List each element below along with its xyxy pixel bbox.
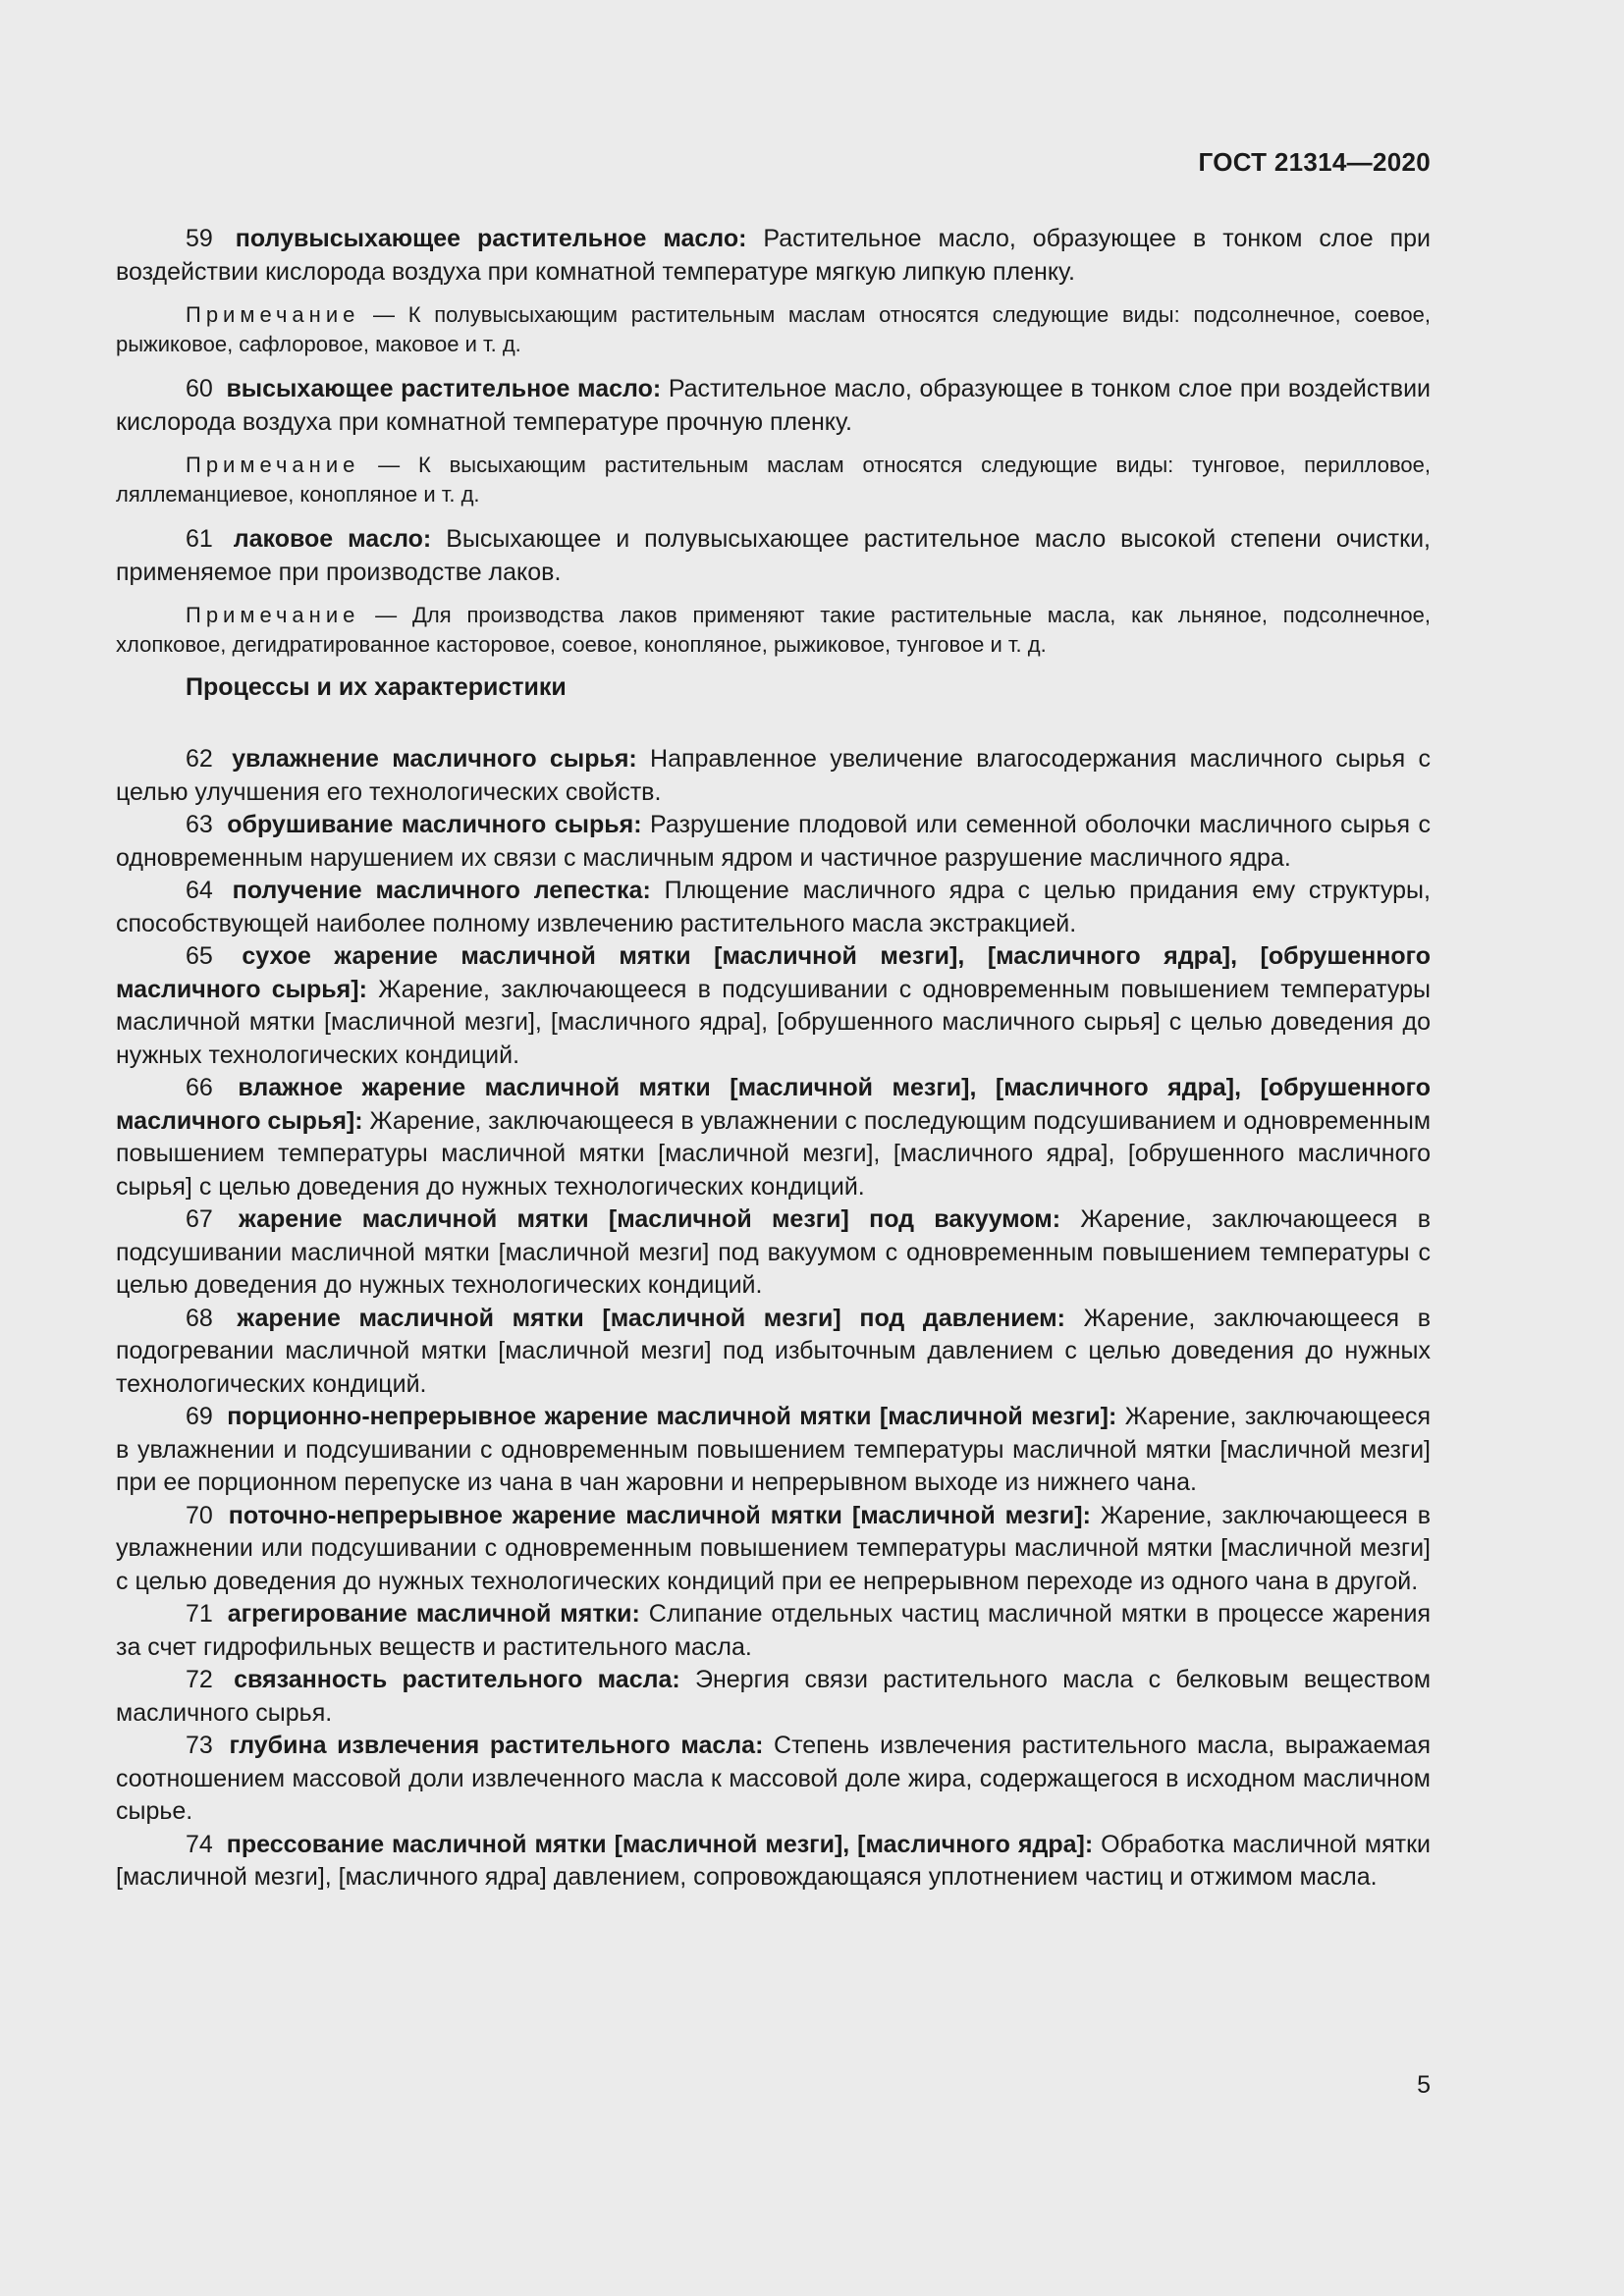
term-definition: Энергия связи растительного масла с белковым веществом масличного сырья. [116, 1666, 1432, 1727]
term-name: агрегирование масличной мятки: [227, 1600, 640, 1628]
term-name: порционно-непрерывное жарение масличной мятки [масличной мезги]: [227, 1403, 1117, 1430]
term-definition: Высыхающее и полувысыхающее растительное масло высокой степени очистки, применяемое при производстве лаков. [116, 525, 1431, 586]
term-definition: Жарение, заключающееся в увлажнении с последующим подсушиванием и одновременным повышением температуры масличной мятки [масличной мезги], [масличного ядра], [обрушенного масличного сырья] с целью доведения до нужных технологических кондиций. [116, 1106, 1432, 1201]
note-label: Примечание [186, 302, 360, 327]
term-entry-73 [116, 1730, 1431, 1829]
term-definition: Растительное масло, образующее в тонком слое при воздействии кислорода воздуха при комнатной температуре прочную пленку. [116, 375, 1432, 436]
term-definition: Направленное увеличение влагосодержания масличного сырья с целью улучшения его технологических свойств. [116, 745, 1431, 806]
term-number: 60 [186, 375, 213, 402]
term-definition: Плющение масличного ядра с целью придания ему структуры, способствующей наиболее полному извлечению растительного масла экстракцией. [116, 877, 1431, 937]
note-text: — К полувысыхающим растительным маслам относятся следующие виды: подсолнечное, соевое, рыжиковое, сафлоровое, маковое и т. д. [116, 302, 1431, 356]
term-name: связанность растительного масла: [234, 1666, 680, 1693]
term-number: 59 [186, 225, 213, 252]
term-number: 70 [186, 1501, 213, 1529]
term-entry-63 [116, 809, 1431, 875]
term-name: обрушивание масличного сырья: [227, 811, 642, 838]
document-body [116, 223, 1431, 1895]
term-entry-70 [116, 1500, 1431, 1599]
term-definition: Разрушение плодовой или семенной оболочки масличного сырья с одновременным нарушением их связи с масличным ядром и частичное разрушение масличного ядра. [116, 811, 1432, 872]
term-entry-72 [116, 1664, 1431, 1730]
term-number: 68 [186, 1304, 213, 1332]
section-title: Процессы и их характеристики [186, 673, 567, 701]
term-number: 71 [186, 1600, 213, 1628]
term-name: сухое жарение масличной мятки [масличной мезги], [масличного ядра], [обрушенного масличного сырья]: [116, 942, 1431, 1003]
note-61 [116, 601, 1431, 660]
term-name: глубина извлечения растительного масла: [229, 1732, 764, 1759]
term-number: 67 [186, 1205, 213, 1233]
note-60 [116, 451, 1431, 509]
term-number: 73 [186, 1732, 213, 1759]
term-entry-62 [116, 743, 1431, 809]
term-entry-60 [116, 373, 1431, 439]
term-number: 61 [186, 525, 213, 553]
note-text: — Для производства лаков применяют такие растительные масла, как льняное, подсолнечное, хлопковое, дегидратированное касторовое, соевое, конопляное, рыжиковое, тунговое и т. д. [116, 603, 1431, 657]
term-name: влажное жарение масличной мятки [масличной мезги], [масличного ядра], [обрушенного масличного сырья]: [116, 1074, 1431, 1135]
term-definition: Жарение, заключающееся в увлажнении или подсушивании с одновременным повышением температуры масличной мятки [масличной мезги] с целью доведения до нужных технологических кондиций при ее непрерывном переходе из одного чана в другой. [116, 1501, 1431, 1595]
term-name: полувысыхающее растительное масло: [235, 225, 747, 252]
term-definition: Слипание отдельных частиц масличной мятки в процессе жарения за счет гидрофильных веществ и растительного масла. [116, 1600, 1431, 1661]
term-number: 69 [186, 1403, 213, 1430]
term-definition: Жарение, заключающееся в увлажнении и подсушивании с одновременным повышением температуры масличной мятки [масличной мезги] при ее порционном перепуске из чана в чан жаровни и непрерывном выходе из нижнего чана. [116, 1403, 1431, 1496]
term-entry-64 [116, 875, 1431, 940]
note-label: Примечание [186, 453, 360, 477]
term-definition: Жарение, заключающееся в подсушивании масличной мятки [масличной мезги] под вакуумом с одновременным повышением температуры с целью доведения до нужных технологических кондиций. [116, 1205, 1431, 1299]
term-entry-69 [116, 1401, 1431, 1500]
term-name: жарение масличной мятки [масличной мезги] под вакуумом: [239, 1205, 1061, 1233]
term-entry-61 [116, 523, 1431, 589]
term-entry-67 [116, 1203, 1431, 1303]
term-number: 74 [186, 1830, 213, 1858]
term-number: 66 [186, 1074, 213, 1101]
term-entry-59 [116, 223, 1431, 289]
term-entry-71 [116, 1598, 1431, 1664]
note-59 [116, 300, 1431, 359]
note-text: — К высыхающим растительным маслам относятся следующие виды: тунговое, перилловое, ляллеманциевое, конопляное и т. д. [116, 453, 1431, 507]
term-number: 64 [186, 877, 213, 904]
standard-header: ГОСТ 21314—2020 [1198, 147, 1431, 177]
term-definition: Обработка масличной мятки [масличной мезги], [масличного ядра] давлением, сопровождающаяся уплотнением частиц и отжимом масла. [116, 1830, 1432, 1891]
document-page [116, 0, 1431, 2296]
term-name: поточно-непрерывное жарение масличной мятки [масличной мезги]: [228, 1501, 1091, 1529]
term-name: увлажнение масличного сырья: [232, 745, 637, 773]
term-number: 65 [186, 942, 213, 970]
term-name: лаковое масло: [233, 525, 432, 553]
term-definition: Растительное масло, образующее в тонком слое при воздействии кислорода воздуха при комнатной температуре мягкую липкую пленку. [116, 225, 1431, 286]
term-name: получение масличного лепестка: [232, 877, 651, 904]
term-entry-68 [116, 1303, 1431, 1402]
term-definition: Жарение, заключающееся в подогревании масличной мятки [масличной мезги] под избыточным давлением с целью доведения до нужных технологических кондиций. [116, 1304, 1431, 1398]
term-name: прессование масличной мятки [масличной мезги], [масличного ядра]: [226, 1830, 1094, 1858]
term-name: высыхающее растительное масло: [226, 375, 662, 402]
term-definition: Жарение, заключающееся в подсушивании с одновременным повышением температуры масличной мятки [масличной мезги], [масличного ядра], [обрушенного масличного сырья] с целью доведения до нужных технологических кондиций. [116, 975, 1431, 1069]
term-name: жарение масличной мятки [масличной мезги] под давлением: [237, 1304, 1065, 1332]
term-number: 63 [186, 811, 213, 838]
term-definition: Степень извлечения растительного масла, выражаемая соотношением массовой доли извлеченного масла к массовой доле жира, содержащегося в исходном масличном сырье. [116, 1732, 1431, 1825]
term-number: 62 [186, 745, 213, 773]
term-entry-74 [116, 1829, 1431, 1895]
term-entry-66 [116, 1072, 1431, 1203]
page-number: 5 [1417, 2071, 1431, 2099]
note-label: Примечание [186, 603, 360, 627]
term-entry-65 [116, 940, 1431, 1072]
term-number: 72 [186, 1666, 213, 1693]
